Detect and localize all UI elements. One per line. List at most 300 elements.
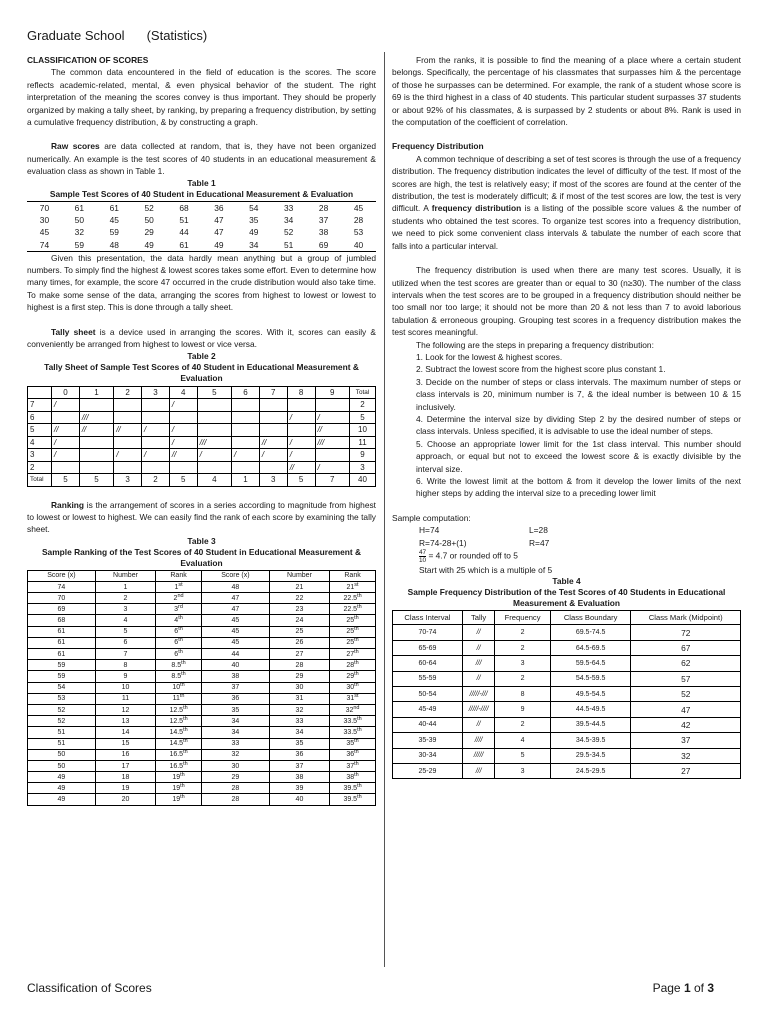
table1-label: Table 1: [187, 177, 216, 188]
tally-sheet-term: Tally sheet: [51, 326, 96, 337]
step-item: 1. Look for the lowest & highest scores.: [416, 351, 563, 362]
score-cell: 50: [28, 760, 96, 771]
number-cell: 19: [95, 783, 155, 794]
tally-row: [28, 411, 376, 424]
number-cell: 20: [95, 794, 155, 805]
computation-r: R=74-28+(1) R=47: [419, 537, 550, 548]
raw-scores-term: Raw scores: [51, 141, 100, 152]
number-cell: 5: [95, 626, 155, 637]
table-cell: 36: [214, 202, 224, 213]
tally-header-cell: 3: [142, 386, 170, 399]
ranking-row: [28, 738, 376, 749]
number-cell: 32: [269, 704, 329, 715]
frequency-usage-paragraph: The frequency distribution is used when there are many test scores. Usually, it is utilized when the test scores are greater than or equal to 30 (n≥30). The number of the class intervals when the test scores are to be grouped in a frequency distribution should neither be too small nor too large; it should not be more than 20 & not less than 7 to avoid laborious tabulation & erroneous grouping. Grouping test scores in a frequency distribution makes the test scores meaningful.: [392, 265, 741, 338]
tally-cell: [79, 461, 113, 474]
ranking-header-cell: Score (x): [28, 570, 96, 581]
rank-cell: 22.5th: [330, 593, 376, 604]
rank-cell: 8.5th: [156, 671, 202, 682]
number-cell: 21: [269, 581, 329, 592]
tally-cell: [52, 461, 80, 474]
rank-cell: 39.5th: [330, 794, 376, 805]
tally-cell: [232, 436, 260, 449]
tally-cell: [79, 399, 113, 412]
tally-cell: 5: [350, 411, 376, 424]
section-title: CLASSIFICATION OF SCORES: [27, 55, 149, 65]
score-cell: 28: [201, 783, 269, 794]
table-cell: 50: [144, 214, 154, 225]
tally-cell: [169, 411, 197, 424]
frequency-cell: 65-69: [393, 640, 463, 655]
table-cell: 40: [353, 239, 364, 250]
table-cell: 70: [39, 202, 50, 213]
ranking-header-cell: Score (x): [201, 570, 269, 581]
table-cell: 59: [109, 227, 119, 238]
tally-cell: /: [142, 424, 170, 437]
score-cell: 36: [201, 693, 269, 704]
tally-cell: [142, 411, 170, 424]
tally-cell: 3: [28, 449, 52, 462]
number-cell: 31: [269, 693, 329, 704]
tally-cell: [197, 424, 231, 437]
ranking-row: [28, 783, 376, 794]
number-cell: 24: [269, 615, 329, 626]
tally-header-cell: 5: [197, 386, 231, 399]
tally-cell: 2: [28, 461, 52, 474]
table-cell: 52: [144, 202, 154, 213]
frequency-distribution-term: frequency distribution: [431, 203, 522, 214]
table-row: [27, 226, 376, 239]
rank-cell: 16.5th: [156, 760, 202, 771]
frequency-cell: 9: [495, 702, 550, 717]
frequency-cell: 27: [631, 763, 741, 778]
frequency-cell: 60-64: [393, 656, 463, 671]
frequency-cell: 24.5-29.5: [550, 763, 631, 778]
score-cell: 68: [28, 615, 96, 626]
ranking-row: [28, 660, 376, 671]
tally-cell: [232, 399, 260, 412]
frequency-row: [393, 717, 741, 732]
number-cell: 29: [269, 671, 329, 682]
number-cell: 10: [95, 682, 155, 693]
ranking-row: [28, 772, 376, 783]
tally-cell: [114, 399, 142, 412]
ranking-row: [28, 727, 376, 738]
score-cell: 35: [201, 704, 269, 715]
frequency-cell: 4: [495, 733, 550, 748]
rank-cell: 19th: [156, 783, 202, 794]
tally-sheet-paragraph: Tally sheet is a device used in arranging the scores. With it, scores can easily & conveniently be arranged from highest to lowest or vice versa.: [27, 326, 376, 350]
table-row: [27, 201, 376, 214]
frequency-cell: 39.5-44.5: [550, 717, 631, 732]
intro-paragraph: The common data encountered in the field of education is the scores. The score reflects academic-related, mental, & even physical behavior of the student. The right interpretation of the meaning the scores convey is thus important. They should be properly organized by making a tally sheet, by ranking, by preparing a frequency distribution, by setting a cumulative frequency distribution, & by constructing a graph.: [27, 67, 376, 128]
frequency-cell: /////-///: [462, 687, 495, 702]
step-item: 6. Write the lowest limit at the bottom & from it develop the lower limits of the next higher steps by adding the interval size to a preceding lower limit: [416, 476, 741, 499]
tally-header-cell: 9: [315, 386, 349, 399]
frequency-cell: 70-74: [393, 625, 463, 640]
column-divider: [384, 52, 385, 967]
tally-cell: [197, 461, 231, 474]
score-cell: 33: [201, 738, 269, 749]
rank-cell: 19th: [156, 794, 202, 805]
table4-title: Sample Frequency Distribution of the Test Scores of 40 Students in Educational Measurement & Evaluation: [407, 587, 726, 609]
tally-total-cell: Total: [28, 474, 52, 487]
table-row: [27, 214, 376, 227]
tally-cell: /: [169, 424, 197, 437]
frequency-cell: ///: [462, 656, 495, 671]
score-cell: 70: [28, 593, 96, 604]
tally-cell: //: [79, 424, 113, 437]
frequency-cell: 2: [495, 717, 550, 732]
interval-fraction: $\frac{47}{10}$: [419, 549, 427, 565]
number-cell: 35: [269, 738, 329, 749]
score-cell: 44: [201, 649, 269, 660]
rank-cell: 32nd: [330, 704, 376, 715]
frequency-cell: ////: [462, 733, 495, 748]
frequency-row: [393, 656, 741, 671]
frequency-header-cell: Frequency: [495, 611, 550, 625]
ranks-paragraph: From the ranks, it is possible to find the meaning of a place where a certain student belongs. Specifically, the percentage of his classmates that surpasses him & the percentage of those he surpasses can be determined. For example, the rank of a student whose score is 69 is the third highest in a class of 40 students. This particular student surpasses 37 students or about 92% of his classmates, & is surpassed by 2 students or about 8%. Rank is used in the computation of the coefficient of correlation.: [392, 55, 741, 128]
score-cell: 48: [201, 581, 269, 592]
tally-cell: [287, 424, 315, 437]
tally-header-cell: 6: [232, 386, 260, 399]
frequency-cell: 55-59: [393, 671, 463, 686]
frequency-cell: 52: [631, 687, 741, 702]
score-cell: 50: [28, 749, 96, 760]
tally-cell: /: [259, 449, 287, 462]
frequency-cell: 59.5-64.5: [550, 656, 631, 671]
number-cell: 7: [95, 649, 155, 660]
frequency-row: [393, 702, 741, 717]
number-cell: 17: [95, 760, 155, 771]
score-cell: 34: [201, 716, 269, 727]
table2-tally-sheet: [27, 386, 376, 487]
rank-cell: 16.5th: [156, 749, 202, 760]
table-cell: 47: [214, 214, 224, 225]
frequency-cell: 32: [631, 748, 741, 763]
after-table1-paragraph: Given this presentation, the data hardly mean anything but a group of jumbled numbers. To simply find the highest & lowest scores takes some effort. Even to determine how many times, for example, the score 47 occurred in the crude distribution would also take time. To make some sense of the data, arranging the scores from highest to lowest or lowest to highest is a first step. This is done through a tally sheet.: [27, 252, 376, 313]
tally-cell: [79, 449, 113, 462]
score-cell: 32: [201, 749, 269, 760]
tally-total-cell: 1: [232, 474, 260, 487]
tally-cell: 6: [28, 411, 52, 424]
tally-cell: /: [315, 461, 349, 474]
tally-cell: /: [52, 436, 80, 449]
frequency-row: [393, 671, 741, 686]
tally-cell: [197, 411, 231, 424]
tally-total-cell: 4: [197, 474, 231, 487]
tally-header-cell: 0: [52, 386, 80, 399]
subject-name: (Statistics): [146, 28, 208, 43]
tally-cell: 4: [28, 436, 52, 449]
table-cell: 29: [144, 227, 154, 238]
frequency-distribution-paragraph: A common technique of describing a set of test scores is through the use of a frequency distribution. The frequency distribution indicates the level of difficulty of the test. If most of the scores are high, the test is relatively easy; if most of the scores are found at the center of the distribution, the test is moderately difficult; & if most of the test scores are low, the test is very difficult. A frequency distribution is a listing of the possible score values & the number of students who obtained the test scores. To organize test scores into a frequency distribution, we need to pick some convenient class intervals & tabulate the number of each score that falls into a particular interval.: [392, 153, 741, 251]
frequency-cell: 57: [631, 671, 741, 686]
tally-cell: ///: [315, 436, 349, 449]
step-item: 5. Choose an appropriate lower limit for the 1st class interval. This number should approach, or equal but not to exceed the lowest score & is exactly divisible by the interval size.: [416, 438, 741, 474]
table-cell: 38: [318, 227, 329, 238]
right-column: [392, 54, 741, 779]
number-cell: 8: [95, 660, 155, 671]
tally-total-cell: 3: [259, 474, 287, 487]
tally-total-cell: 2: [142, 474, 170, 487]
tally-cell: /: [232, 449, 260, 462]
table-cell: 59: [74, 239, 84, 250]
rank-cell: 36th: [330, 749, 376, 760]
tally-header-cell: 8: [287, 386, 315, 399]
table-cell: 49: [144, 239, 154, 250]
rank-cell: 4th: [156, 615, 202, 626]
frequency-row: [393, 763, 741, 778]
frequency-cell: 64.5-69.5: [550, 640, 631, 655]
table-cell: 37: [318, 214, 329, 225]
ranking-row: [28, 615, 376, 626]
tally-cell: /: [287, 411, 315, 424]
frequency-cell: 37: [631, 733, 741, 748]
rank-cell: 19th: [156, 772, 202, 783]
number-cell: 13: [95, 716, 155, 727]
tally-total-cell: 5: [52, 474, 80, 487]
tally-cell: /: [315, 411, 349, 424]
frequency-row: [393, 733, 741, 748]
tally-cell: //: [259, 436, 287, 449]
score-cell: 34: [201, 727, 269, 738]
table-cell: 48: [109, 239, 119, 250]
tally-cell: //: [287, 461, 315, 474]
tally-row: [28, 449, 376, 462]
table2-title: Tally Sheet of Sample Test Scores of 40 Student in Educational Measurement & Evaluation: [44, 361, 359, 383]
tally-cell: 2: [350, 399, 376, 412]
frequency-cell: 62: [631, 656, 741, 671]
frequency-cell: 25-29: [393, 763, 463, 778]
score-cell: 45: [201, 626, 269, 637]
footer-page-number: Page 1 of 3: [652, 981, 714, 995]
score-cell: 38: [201, 671, 269, 682]
rank-cell: 12.5th: [156, 704, 202, 715]
tally-cell: [287, 399, 315, 412]
frequency-cell: 34.5-39.5: [550, 733, 631, 748]
score-cell: 59: [28, 660, 96, 671]
score-cell: 54: [28, 682, 96, 693]
ranking-row: [28, 704, 376, 715]
computation-interval: $\frac{47}{10}$ = 4.7 or rounded off to 5: [419, 549, 518, 565]
number-cell: 25: [269, 626, 329, 637]
ranking-row: [28, 671, 376, 682]
frequency-header-cell: Class Boundary: [550, 611, 631, 625]
frequency-cell: 44.5-49.5: [550, 702, 631, 717]
score-cell: 52: [28, 716, 96, 727]
frequency-cell: 2: [495, 640, 550, 655]
tally-cell: //: [169, 449, 197, 462]
step-item: 2. Subtract the lowest score from the highest score plus constant 1.: [416, 364, 666, 375]
rank-cell: 6th: [156, 626, 202, 637]
steps-intro: The following are the steps in preparing a frequency distribution:: [416, 339, 654, 350]
score-cell: 52: [28, 704, 96, 715]
frequency-header-row: [393, 611, 741, 625]
tally-cell: [315, 399, 349, 412]
table-cell: 61: [109, 202, 119, 213]
frequency-distribution-heading: Frequency Distribution: [392, 141, 484, 152]
rank-cell: 11th: [156, 693, 202, 704]
rank-cell: 14.5th: [156, 727, 202, 738]
tally-total-cell: 3: [114, 474, 142, 487]
tally-cell: [197, 399, 231, 412]
ranking-row: [28, 682, 376, 693]
score-cell: 53: [28, 693, 96, 704]
tally-cell: [232, 411, 260, 424]
tally-cell: /: [114, 449, 142, 462]
tally-cell: [232, 424, 260, 437]
frequency-cell: 42: [631, 717, 741, 732]
rank-cell: 37th: [330, 760, 376, 771]
number-cell: 15: [95, 738, 155, 749]
table-cell: 34: [284, 214, 294, 225]
frequency-header-cell: Class Mark (Midpoint): [631, 611, 741, 625]
tally-cell: 7: [28, 399, 52, 412]
computation-title: Sample computation:: [392, 512, 471, 523]
tally-cell: //: [114, 424, 142, 437]
tally-total-cell: 5: [287, 474, 315, 487]
table-cell: 74: [39, 239, 50, 250]
table2-label: Table 2: [187, 350, 216, 361]
score-cell: 37: [201, 682, 269, 693]
table-cell: 47: [214, 227, 224, 238]
raw-scores-paragraph: Raw scores are data collected at random, that is, they have not been organized numerically. An example is the test scores of 40 students in an educational measurement & evaluation class as shown in Table 1.: [27, 141, 377, 177]
step-item: 3. Decide on the number of steps or class intervals. The maximum number of steps or class intervals is 20, minimum number is 7, & the ideal number is between 10 & 15 inclusively.: [416, 376, 741, 412]
tally-cell: /: [287, 436, 315, 449]
table-cell: 34: [249, 239, 259, 250]
rank-cell: 27th: [330, 649, 376, 660]
table1: [27, 201, 376, 252]
table3-title: Sample Ranking of the Test Scores of 40 Student in Educational Measurement & Evaluation: [41, 546, 362, 568]
table-cell: 68: [179, 202, 189, 213]
rank-cell: 2nd: [156, 593, 202, 604]
score-cell: 45: [201, 637, 269, 648]
frequency-cell: 67: [631, 640, 741, 655]
frequency-cell: 50-54: [393, 687, 463, 702]
frequency-cell: 3: [495, 763, 550, 778]
frequency-cell: 72: [631, 625, 741, 640]
computation-h-l: H=74 L=28: [419, 525, 548, 536]
rank-cell: 28th: [330, 660, 376, 671]
frequency-row: [393, 640, 741, 655]
rank-cell: 10th: [156, 682, 202, 693]
number-cell: 3: [95, 604, 155, 615]
computation-start: Start with 25 which is a multiple of 5: [419, 565, 553, 576]
number-cell: 33: [269, 716, 329, 727]
tally-cell: [232, 461, 260, 474]
tally-cell: /: [169, 399, 197, 412]
table-cell: 28: [353, 214, 364, 225]
number-cell: 38: [269, 772, 329, 783]
table-cell: 69: [318, 239, 329, 250]
score-cell: 47: [201, 604, 269, 615]
frequency-cell: ///: [462, 763, 495, 778]
ranking-header-row: [28, 570, 376, 581]
rank-cell: 6th: [156, 649, 202, 660]
table-cell: 44: [179, 227, 189, 238]
rank-cell: 39.5th: [330, 783, 376, 794]
ranking-row: [28, 593, 376, 604]
tally-cell: /: [197, 449, 231, 462]
ranking-row: [28, 794, 376, 805]
tally-cell: 5: [28, 424, 52, 437]
tally-cell: [259, 411, 287, 424]
frequency-cell: 40-44: [393, 717, 463, 732]
tally-cell: ///: [197, 436, 231, 449]
ranking-row: [28, 581, 376, 592]
rank-cell: 25th: [330, 637, 376, 648]
table-cell: 51: [179, 214, 189, 225]
table-cell: 49: [249, 227, 259, 238]
table-cell: 35: [249, 214, 259, 225]
frequency-cell: 2: [495, 671, 550, 686]
tally-header-cell: 7: [259, 386, 287, 399]
school-name: Graduate School: [27, 28, 125, 43]
score-cell: 29: [201, 772, 269, 783]
ranking-header-cell: Number: [269, 570, 329, 581]
tally-cell: /: [169, 436, 197, 449]
tally-cell: [52, 411, 80, 424]
frequency-row: [393, 625, 741, 640]
left-column: [27, 54, 376, 806]
table-cell: 33: [284, 202, 294, 213]
tally-cell: //: [315, 424, 349, 437]
score-cell: 61: [28, 649, 96, 660]
table-cell: 49: [214, 239, 224, 250]
table-cell: 45: [353, 202, 364, 213]
frequency-cell: 3: [495, 656, 550, 671]
number-cell: 36: [269, 749, 329, 760]
tally-cell: /: [287, 449, 315, 462]
table-cell: 32: [74, 227, 84, 238]
number-cell: 26: [269, 637, 329, 648]
frequency-cell: 29.5-34.5: [550, 748, 631, 763]
tally-header-cell: 1: [79, 386, 113, 399]
number-cell: 22: [269, 593, 329, 604]
table3-ranking: [27, 570, 376, 806]
tally-cell: 3: [350, 461, 376, 474]
frequency-cell: 49.5-54.5: [550, 687, 631, 702]
table-cell: 28: [318, 202, 329, 213]
table1-title: Sample Test Scores of 40 Student in Educational Measurement & Evaluation: [49, 188, 354, 199]
frequency-cell: 69.5-74.5: [550, 625, 631, 640]
table-cell: 52: [284, 227, 294, 238]
score-cell: 30: [201, 760, 269, 771]
rank-cell: 22.5th: [330, 604, 376, 615]
table4-frequency-distribution: [392, 610, 741, 779]
score-cell: 51: [28, 727, 96, 738]
number-cell: 14: [95, 727, 155, 738]
number-cell: 6: [95, 637, 155, 648]
tally-cell: [315, 449, 349, 462]
tally-total-cell: 5: [79, 474, 113, 487]
rank-cell: 31st: [330, 693, 376, 704]
frequency-cell: //: [462, 717, 495, 732]
ranking-term: Ranking: [51, 499, 85, 510]
tally-cell: //: [52, 424, 80, 437]
rank-cell: 12.5th: [156, 716, 202, 727]
ranking-header-cell: Rank: [330, 570, 376, 581]
table-cell: 53: [353, 227, 364, 238]
tally-header-cell: [28, 386, 52, 399]
frequency-cell: 8: [495, 687, 550, 702]
frequency-cell: 45-49: [393, 702, 463, 717]
tally-header-cell: 2: [114, 386, 142, 399]
tally-cell: [142, 461, 170, 474]
ranking-row: [28, 716, 376, 727]
ranking-header-cell: Number: [95, 570, 155, 581]
score-cell: 40: [201, 660, 269, 671]
